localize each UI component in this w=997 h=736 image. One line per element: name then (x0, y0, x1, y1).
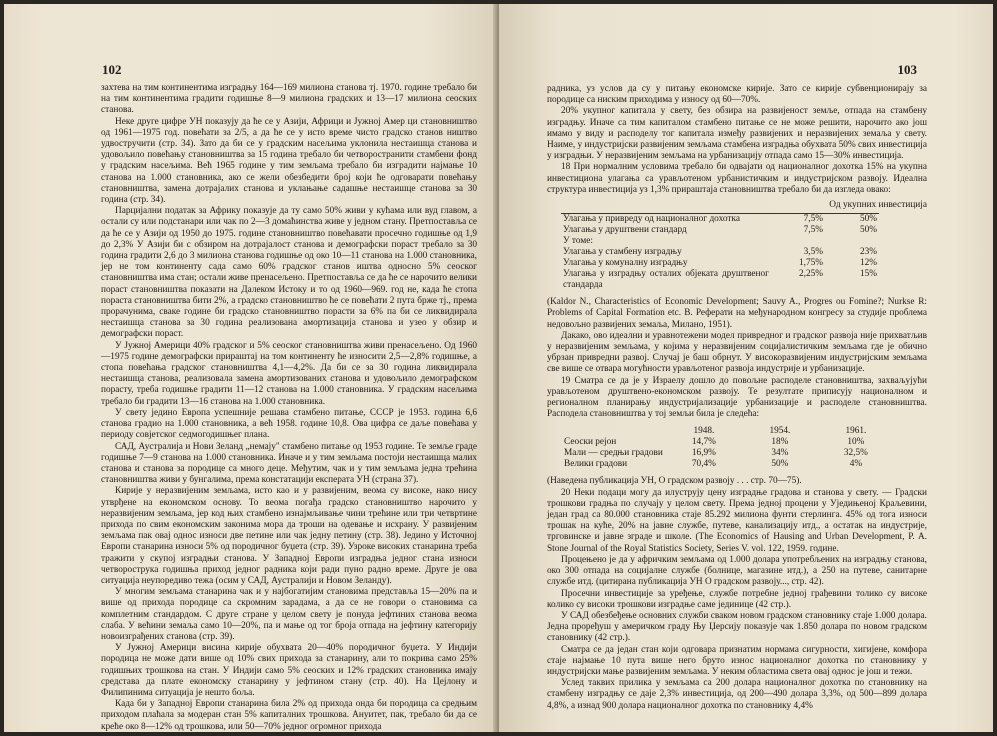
paragraph: 18 При нормалним условима требало би одвајати од националног дохотка 15% на укупна инвестициона улагања са урављотеном урбанистичким и индустријском развоју. Идеална структура инвестиција уз 1,3% прираштаја становништва требало би да изгледа овако: (547, 162, 927, 195)
paragraph: У САД обезбеђење основних служби сваком новом градском становнику стаје 1.000 долара. Једна проређуш у америчком граду Њу Џерсију показује чак 1.850 долара по новом градском становнику (42 стр.). (547, 610, 927, 644)
paragraph: захтева на тим континентима изградњу 164—169 милиона станова тј. 1970. године требало би на тим континентима градити годишње 8—9 милиона градских и 13—17 милиона сеоских станова. (101, 83, 477, 116)
page-number-right: 103 (897, 62, 917, 77)
column-header: 1961. (845, 426, 867, 437)
paragraph: (Kaldor N., Characteristics of Economic Development; Sauvy A., Progres ou Fomine?; Nurkse R: Problems of Capital Formation etc. В. Реферати на међународном конгресу за студије проблема недовољно развијених земаља, Милано, 1951). (547, 297, 927, 330)
left-text-column (101, 83, 477, 732)
row-label: Мали — средњи градови (564, 448, 663, 459)
table-row (561, 269, 879, 291)
column-header-empty (561, 426, 666, 437)
page-number-left: 102 (102, 62, 122, 77)
row-value: 50% (825, 214, 879, 226)
paragraph: Услед таквих прилика у земљама са 200 долара националног дохотка по становнику на стамбену изградњу се даје 2,3% инвестиција, од 200—490 долара 3,3%, од 500—899 долара 4,8%, а изнад 900 долара националног дохотка по становнику 4,4% (547, 678, 927, 711)
row-value: 4% (849, 459, 863, 470)
row-value (825, 236, 879, 247)
row-label: Улагања у привреду од националног дохотка (561, 214, 771, 226)
paragraph: У свету једино Европа успешније решава стамбено питање, СССР је 1953. година 6,6 станова градио на 1.000 становника, а већ 1958. године 10,8. Ова цифра се даље повећава у периоду совјетског седмогодишњег плана. (101, 407, 477, 441)
source-note: (Наведена публикација УН, О градском развоју . . . стр. 70—75). (547, 476, 802, 487)
row-value: 1,75% (798, 258, 823, 269)
paragraph: Кирије у неразвијеним земљама, исто као и у развијеним, веома су високе, нако нису утврђене на економском основу. То веома погађа градско становништво нарочито у неразвијеним земљама, јер код њих стамбено изнаjмљивање чини трећине или три четвртине прихода по свим економским законима мора да троши на одевање и исхрану. У развијеним земљама пак овај однос износи две петине или чак једну петину (стр. 38). Једино у Источној Европи станарина износи 5% од породичног буџета (стр. 39). Узроке високих станарина треба тражити у скупој изградњи станова. У Западној Европи изградња једног стана износи четворострука годишња приход једног радника који ради пуно радно време. Друге је ова ситуација неупоредиво тежа (осим у САД, Аустралији и Новом Зеланду). (101, 486, 477, 586)
paragraph: Неке друге цифре УН показују да ће се у Азији, Африци и Јужној Амер ци становништво од 1961—1975 год. повећати за 2/5, а да ће се у исто време чисто градско станов ништво удвостручити (стр. 34). Зато да би се у градским насељима уклонила нестаишца станова и удовољило повећању становништва за 15 година требало би четвоространити стамбени фонд у градским насељима. Већ 1965 године у тим земљама требало би изградити најмање 10 станова на 1.000 становника, ако се жели обезбедити број који ће одговарати повећању становништва, замена дотрајалих станова и уклањање садашње нестаишце станова за 30 година (стр. 34). (101, 116, 477, 206)
row-value: 7,5% (803, 225, 823, 236)
row-value (771, 236, 825, 247)
row-label: Улагања у изградњу осталих објеката друштвеног стандарда (563, 269, 769, 291)
row-label: Улагања у стамбену изградњу (563, 247, 682, 258)
table-row (561, 459, 894, 470)
row-value: 12% (859, 258, 877, 269)
left-page (4, 4, 498, 732)
column-header: 1954. (769, 426, 791, 437)
paragraph: Када би у Западној Европи станарина била 2% од прихода онда би породица са средњим приходом плаћала за модеран стан 5% капиталних трошкова. Ануитет, пак, требало би да се креће око 8—12% од трошкова, или 50—70% једног огромног прихода (101, 699, 477, 732)
table-row (561, 214, 879, 226)
row-label: Улагања у друштвени стандард (563, 225, 687, 236)
row-value: 18% (771, 437, 789, 448)
paragraph: Дакако, ово идеални и уравнотежени модел привредног и градског развоја није прихватљив у неразвијеним земљама, у којима у неразвијеним социјалистичким земљама где је обично убрзан привредни развој. Случај је баш обрнут. У високоразвијеним индустријским земљама све више се отвара могућности урављотеног развоја индустрије и урбанизације. (547, 330, 927, 375)
right-page (499, 4, 993, 732)
row-value: 7,5% (771, 214, 825, 226)
table-title: Од укупних инвестиција (829, 200, 927, 211)
investment-structure-table (561, 213, 879, 291)
row-label: У томе: (563, 236, 593, 247)
paragraph: Сматра се да један стан који одговара признатим нормама сигурности, хигијене, комфора стаје најмање 10 пута више него бруто износ националног дохотка по становнику у индустријски мање развијеним земљама. У неким областима света овај однос је још и тежи. (547, 644, 927, 677)
paragraph: Парцијални податак за Африку показује да ту само 50% живи у кућама или вуд главом, а остали су или подстанари или чак по 2—3 домаћинства живе у једном стану. Претпоставља се да ће се у Азији од 1950 до 1975. године становништво повећавати просечно годишње од 1,9 до 2,3% У Азији би с обзиром на дотрајалост станова и демографски пораст требало за 30 година градити 2,6 до 3 милиона станова годишње од око 10—11 станова на 1.000 становника, јер не том континенту сада само 60% градског станов иштва односно 5% сеоског становништва има стан; остали живе пренасељено. Претпоставља се да ће се нарочито велики пораст становништва показати на Далеком Истоку и то од 1960—969. год не, када ће стопа пораста становништва бити 2%, а градско становништво ће се повећати 2 пута брже тј., према прорачунима, сваке године би градско становништво порасти за 6% па би се ликвидирала нестаишца станова за 30 година реализована амортизација станова и узео у обзир и демографски пораст. (101, 206, 477, 340)
paragraph: Просечни инвестиције за уређење, службе потребне једној грађевини толико су високе колико су високи трошкови изградње саме јединице (42 стр.). (547, 588, 927, 610)
row-value: 34% (771, 448, 789, 459)
row-value: 50% (771, 459, 789, 470)
row-value: 32,5% (843, 448, 868, 459)
table-row (561, 448, 894, 459)
row-value: 70,4% (691, 459, 716, 470)
row-value: 10% (847, 437, 865, 448)
column-header: 1948. (693, 426, 715, 437)
row-label: Велики градови (564, 459, 628, 470)
paragraph: У Јужној Америци висина кирије обухвата 20—40% породичног буџета. У Индији породица не може дати више од 10% свих прихода за станарину, али то покрива само 25% годишњих трошкова на стан. У Индији само 5% сеоских и 12% градских становника имају средстава да плате економску станарину у јефтином стану (стр. 40). На Цејлону и Филипинима ситуација је нешто боља. (101, 643, 477, 698)
paragraph: 19 Сматра се да је у Израелу дошло до повољне расподеле становништва, захваљујући урављотеном друштвено-економском развоју. Те резултате приписују националном и регионалном планирању индустријализације урбанизације и расподеле становништва. Расподела становништва у тој земљи била је следећа: (547, 375, 927, 420)
row-label: Улагања у комуналну изградњу (563, 258, 688, 269)
paragraph: Процењено је да у афричким земљама од 1.000 долара употребљених на изградњу станова, око 300 отпада на социјалне службе (болнице, магазине итд.), а 250 на путеве, санитарне службе итд. (цитирана публикација УН О градском развоју..., стр. 42). (547, 554, 927, 588)
row-value: 16,9% (691, 448, 716, 459)
open-book (4, 4, 993, 732)
table-header-row (561, 426, 894, 437)
paragraph: У многим земљама станарина чак и у најбогатијим становима представља 15—20% па и више од прихода породице са скромним зарадама, а да се не говори о становима са комплетним стандардом. С друге стране у целом свету је понуда јефтиних станова веома слаба. У већини земаља само 10—20%, па и мање од тог броја отпада на јефтину категорију новоизграђених станова (стр. 39). (101, 587, 477, 642)
table-row (561, 236, 879, 247)
row-value: 3,5% (803, 247, 823, 258)
row-value: 15% (859, 269, 877, 280)
row-value: 50% (859, 225, 877, 236)
table-row (561, 437, 894, 448)
paragraph: У Јужној Америци 40% градског и 5% сеоског становништва живи пренасељено. Од 1960—1975 године демографски прираштај на том континенту ће износити 2,5—2,8% годишње, а стопа повећања градског становништва 4,1—4,2%. Да би се за 30 година ликвидирала нестаишца станова, реализовала замена амортизованих станова и удовољило демографском порасту, треба годишње градити 11—12 станова на 1.000 становника. У градским насељима требало би градити 13—16 станова на 1.000 становника. (101, 340, 477, 407)
israel-population-table (561, 426, 894, 470)
row-label: Сеоски рејон (564, 437, 617, 448)
table-row (561, 258, 879, 269)
row-value: 14,7% (691, 437, 716, 448)
paragraph: 20% укупног капитала у свету, без обзира на развијеност земље, отпада на стамбену изградњу. Иначе са тим капиталом стамбено питање се не може решити, нарочито ако још имамо у виду и расподелу тог капитала између развијених и неразвијених земаља у свету. Наиме, у индустријски развијеним земљама стамбена изградња обухвата 50% свих инвестиција у изградњи. У неразвијеним земљама на урбанизацију отпада само 15—30% инвестиција. (547, 106, 927, 162)
paragraph: 20 Неки подаци могу да илуструју цену изградње градова и станова у свету. — Градски трошкови градња по случају у целом свету. Према једној процени у Уједињеној Краљевини, један град са 80.000 становника стаје 85.292 милиона фунти стерлинга. 45% од тога износи трошак на куће, 20% на јавне службе, путеве, канализацију итд., а остатак на индустрије, трговинске и јавне зграде и школе. (The Economics of Hausing and Urban Development, P. A. Stone Journal of the Royal Statistics Society, Series V. vol. 122, 1959. године. (547, 487, 927, 554)
table-row (561, 247, 879, 258)
table-row (561, 225, 879, 236)
row-value: 23% (859, 247, 877, 258)
right-text-column (547, 84, 927, 712)
paragraph: радника, уз услов да су у питању економске кирије. Зато се кирије субвенционирају за породице са ниским приходима у износу од 60—70%. (547, 84, 927, 106)
paragraph: САД, Аустралија и Нови Зеланд „немају" стамбено питање од 1953 године. Те земље граде годишње 7—9 станова на 1.000 становника. Иначе и у тим земљама постоји нестаишца малих станова и станова за породице са много деце. Међутим, чак и у тим земљама једна трећина становништва живи у бунгалима, према констатацији експерата УН (страна 37). (101, 441, 477, 486)
row-value: 2,25% (798, 269, 823, 280)
